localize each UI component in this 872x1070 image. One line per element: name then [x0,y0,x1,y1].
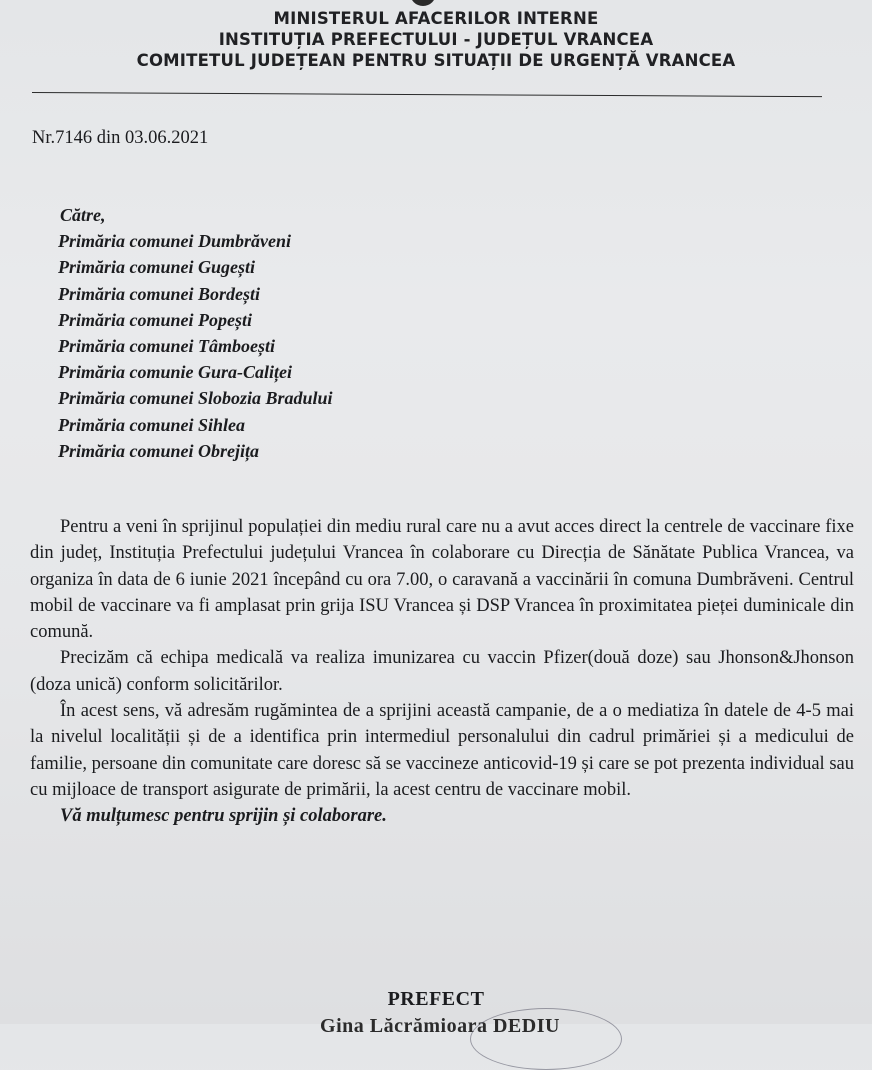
header-divider [32,92,822,97]
recipient-item: Primăria comunei Obrejița [58,440,260,461]
recipient-item: Primăria comunie Gura-Caliței [58,362,293,383]
recipient-item: Primăria comunei Slobozia Bradului [58,388,333,409]
letterhead-committee: COMITETUL JUDEȚEAN PENTRU SITUAȚII DE URGENȚĂ VRANCEA [136,51,736,70]
recipient-item: Primăria comunei Sihlea [58,414,246,435]
letter-body [30,514,854,830]
signature-title-text: PREFECT [387,988,485,1010]
body-paragraph: Precizăm că echipa medicală va realiza imunizarea cu vaccin Pfizer(două doze) sau Jhonson&Jhonson (doza unică) conform solicitărilor. [30,648,854,695]
official-stamp [470,1008,622,1070]
letterhead-ministry: MINISTERUL AFACERILOR INTERNE [273,9,599,28]
body-paragraph: Pentru a veni în sprijinul populației din mediu rural care nu a avut acces direct la centrele de vaccinare fixe din județ, Instituția Prefectului județului Vrancea în colaborare cu Direcția de Sănătate Publica Vrancea, va organiza în data de 6 iunie 2021 începând cu ora 7.00, o caravană a vaccinării în comuna Dumbrăveni. Centrul mobil de vaccinare va fi amplasat prin grija ISU Vrancea și DSP Vrancea în proximitatea pieței duminicale din comună. [30,517,854,643]
recipient-item: Primăria comunei Tâmboești [58,336,276,357]
recipients-block [58,202,333,464]
recipient-item: Primăria comunei Gugești [58,257,256,278]
recipient-item: Primăria comunei Dumbrăveni [58,231,292,252]
coat-of-arms-emblem [410,0,436,6]
closing-line: Vă mulțumesc pentru sprijin și colaborare. [60,806,387,827]
letterhead [0,8,872,71]
recipient-item: Primăria comunei Bordești [58,283,261,304]
letterhead-institution: INSTITUȚIA PREFECTULUI - JUDEȚUL VRANCEA [218,30,654,49]
signatory-name: Gina Lăcrămioara DEDIU [320,1015,560,1037]
recipients-greeting: Către, [60,205,106,225]
registration-number: Nr.7146 din 03.06.2021 [32,128,209,148]
recipient-item: Primăria comunei Popești [58,309,253,330]
body-paragraph: În acest sens, vă adresăm rugămintea de a sprijini această campanie, de a o mediatiza în datele de 4-5 mai la nivelul localității și de a identifica prin intermediul personalului din cadrul primăriei și a medicului de familie, persoane din comunitate care doresc să se vaccineze anticovid-19 și care se pot prezenta individual sau cu mijloace de transport asigurate de primării, la acest centru de vaccinare mobil. [30,701,854,800]
signature-title [0,988,872,1011]
